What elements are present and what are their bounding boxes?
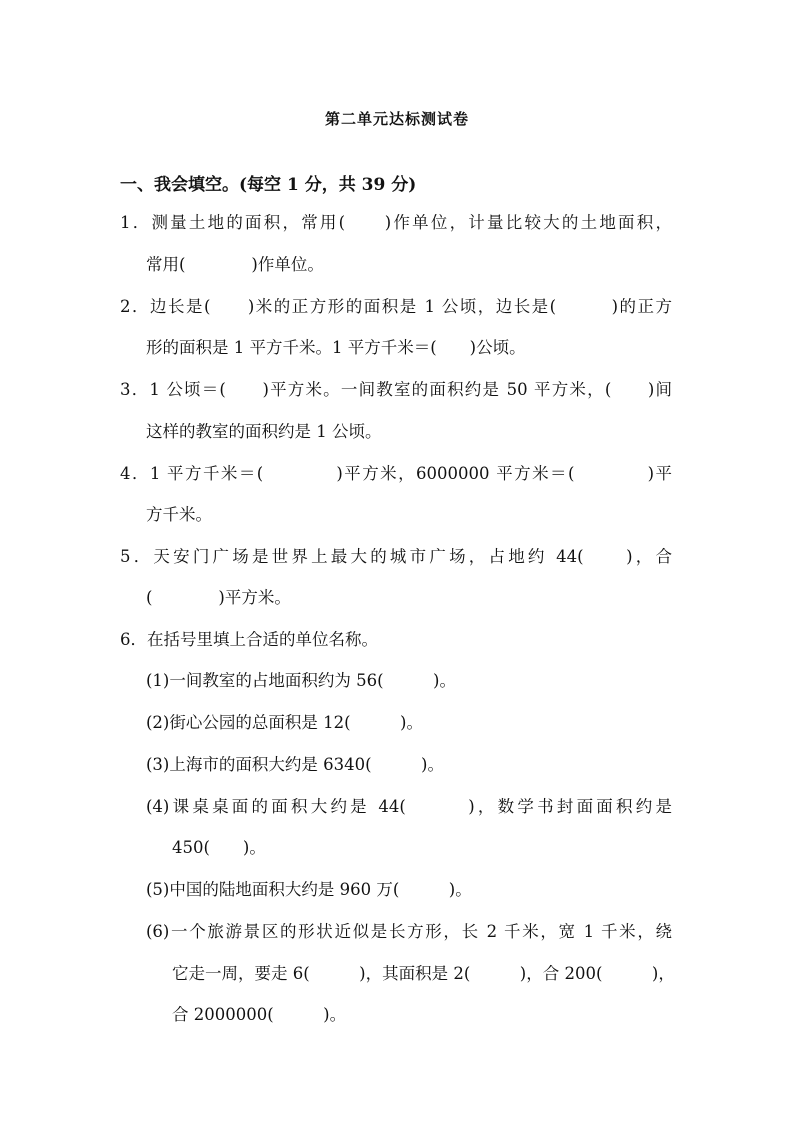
question-6-sub-4-line-1: (4)课桌桌面的面积大约是 44( )，数学书封面面积约是 xyxy=(146,797,672,816)
question-2-line-1: 2．边长是( )米的正方形的面积是 1 公顷，边长是( )的正方 xyxy=(120,297,672,316)
question-6-sub-6-line-3: 合 2000000( )。 xyxy=(172,1005,347,1024)
question-4-line-1: 4．1 平方千米＝( )平方米，6000000 平方米＝( )平 xyxy=(120,464,672,483)
question-6-heading: 6．在括号里填上合适的单位名称。 xyxy=(120,630,378,649)
question-6-sub-6-line-1: (6)一个旅游景区的形状近似是长方形，长 2 千米，宽 1 千米，绕 xyxy=(146,922,672,941)
question-4-line-2: 方千米。 xyxy=(146,505,212,524)
question-6-sub-2: (2)街心公园的总面积是 12( )。 xyxy=(146,713,423,732)
question-6-sub-1: (1)一间教室的占地面积约为 56( )。 xyxy=(146,671,456,690)
question-1-line-1: 1．测量土地的面积，常用( )作单位，计量比较大的土地面积， xyxy=(120,213,672,232)
page-title: 第二单元达标测试卷 xyxy=(324,110,469,128)
question-3-line-1: 3．1 公顷＝( )平方米。一间教室的面积约是 50 平方米，( )间 xyxy=(120,380,672,399)
question-6-sub-3: (3)上海市的面积大约是 6340( )。 xyxy=(146,755,444,774)
question-1-line-2: 常用( )作单位。 xyxy=(146,255,324,274)
question-3-line-2: 这样的教室的面积约是 1 公顷。 xyxy=(146,422,382,441)
question-6-sub-6-line-2: 它走一周，要走 6( )，其面积是 2( )，合 200( )， xyxy=(172,964,675,983)
question-2-line-2: 形的面积是 1 平方千米。1 平方千米＝( )公顷。 xyxy=(146,338,526,357)
question-5-line-2: ( )平方米。 xyxy=(146,588,291,607)
question-5-line-1: 5．天安门广场是世界上最大的城市广场，占地约 44( )，合 xyxy=(120,547,672,566)
question-6-sub-4-line-2: 450( )。 xyxy=(172,838,266,857)
question-6-sub-5: (5)中国的陆地面积大约是 960 万( )。 xyxy=(146,880,472,899)
section-heading: 一、我会填空。(每空 1 分，共 39 分) xyxy=(120,175,417,195)
